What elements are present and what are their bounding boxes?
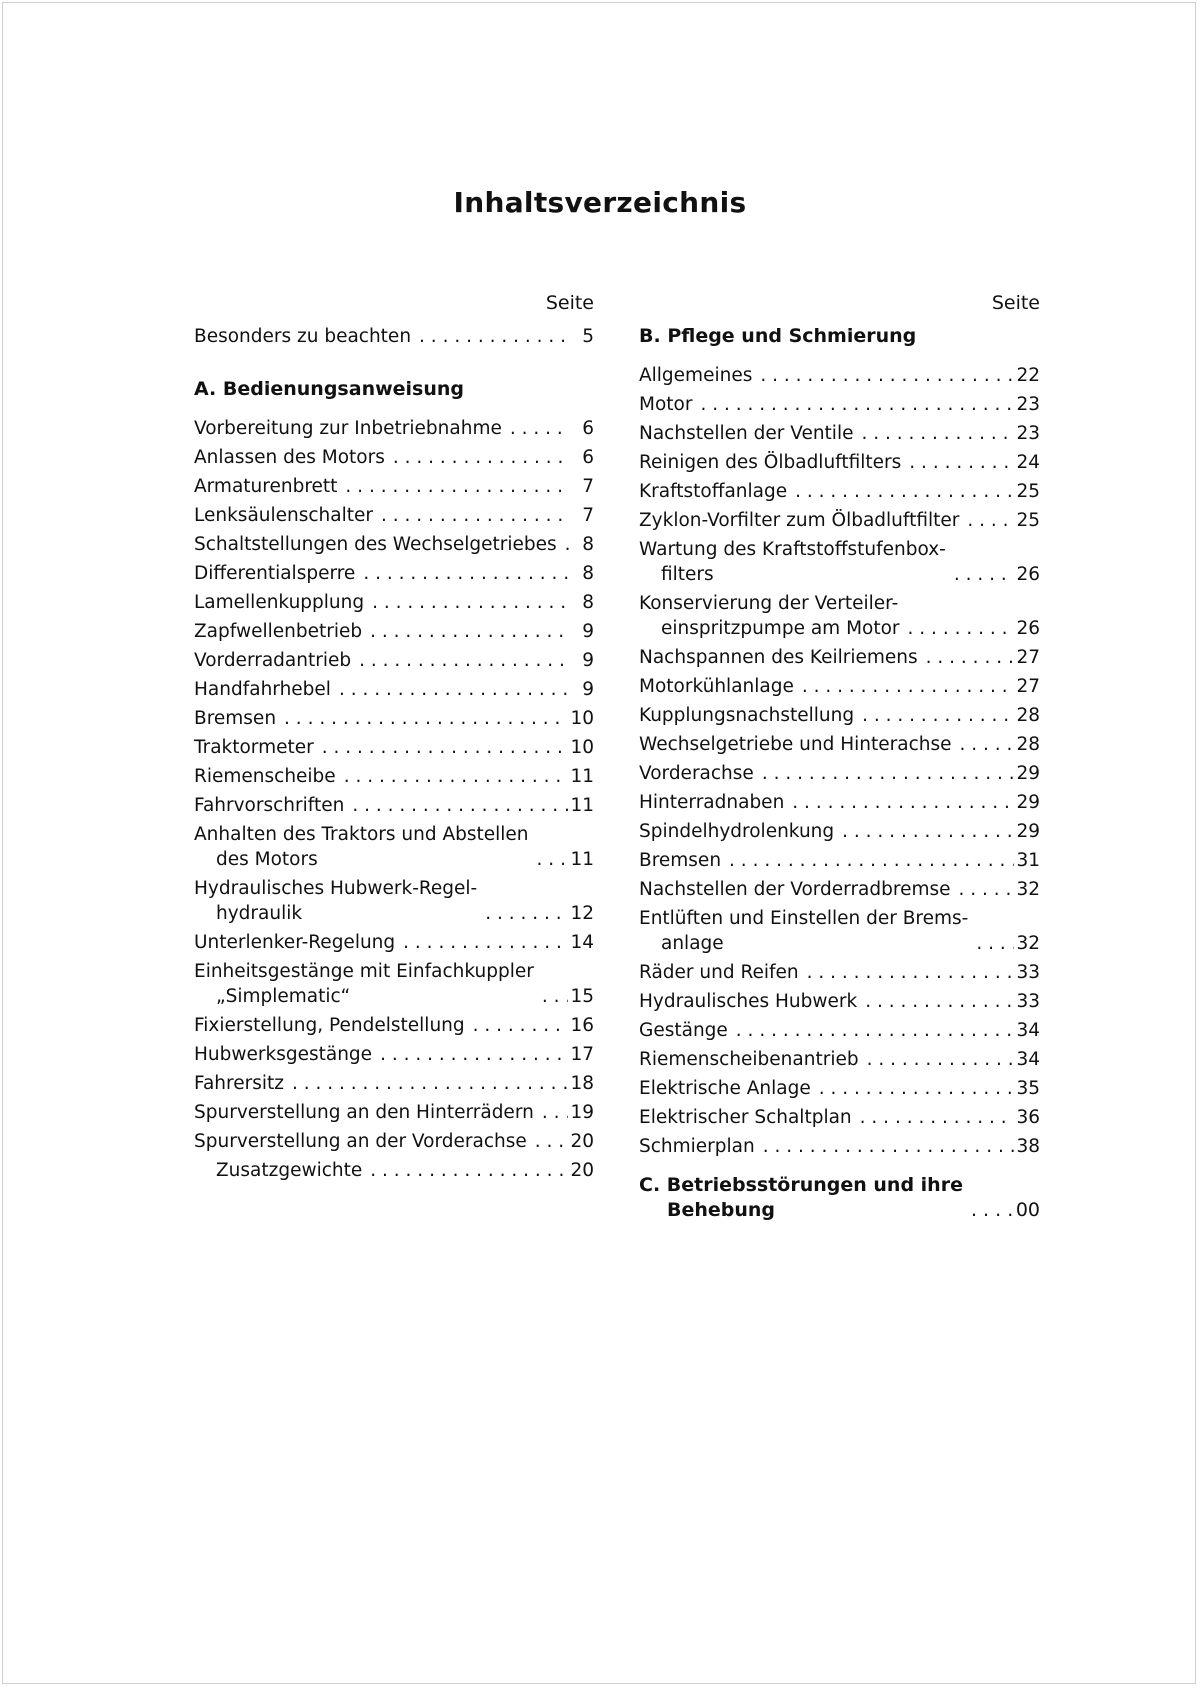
- toc-entry-page: 6: [582, 418, 594, 439]
- leader-dots: [960, 732, 1015, 757]
- toc-entry-label: Zapfwellenbetrieb: [194, 621, 363, 642]
- leader-dots: [284, 706, 568, 731]
- toc-entry-label: Anhalten des Traktors und Abstellen des Motors: [194, 824, 529, 870]
- leader-dots: [792, 790, 1014, 815]
- toc-entry: [194, 1158, 594, 1183]
- toc-entry-page: 27: [1016, 676, 1040, 697]
- toc-entry: [639, 877, 1040, 902]
- leader-dots: [909, 450, 1014, 475]
- toc-entry: [639, 906, 1040, 956]
- toc-entry-label: Nachstellen der Ventile: [639, 423, 854, 444]
- toc-entry: [639, 960, 1040, 985]
- toc-entry-page: 5: [582, 326, 594, 347]
- toc-entry-page: 29: [1016, 763, 1040, 784]
- toc-entry-label: Wechselgetriebe und Hinterachse: [639, 734, 952, 755]
- toc-entry-page: 29: [1016, 821, 1040, 842]
- toc-entry: [194, 503, 594, 528]
- toc-entry-page: 7: [582, 505, 594, 526]
- toc-entry-page: 17: [570, 1044, 594, 1065]
- toc-entry-label: Fahrersitz: [194, 1073, 284, 1094]
- toc-entry-label: Spurverstellung an der Vorderachse: [194, 1131, 527, 1152]
- toc-entry-label: Elektrische Anlage: [639, 1078, 811, 1099]
- leader-dots: [419, 324, 570, 349]
- toc-column-a: [194, 290, 594, 1187]
- toc-entry-label: Zyklon-Vorfilter zum Ölbadluftfilter: [639, 510, 960, 531]
- toc-entry: [194, 1071, 594, 1096]
- leader-dots: [372, 590, 570, 615]
- toc-entry-page: 28: [1016, 734, 1040, 755]
- toc-entry-label: Allgemeines: [639, 365, 753, 386]
- toc-entry: [194, 590, 594, 615]
- leader-dots: [370, 619, 570, 644]
- toc-entry-page: 31: [1016, 850, 1040, 871]
- leader-dots: [381, 503, 570, 528]
- toc-entry-page: 9: [582, 679, 594, 700]
- leader-dots: [954, 562, 1015, 587]
- toc-entry-page: 25: [1016, 510, 1040, 531]
- toc-entry-label: Nachstellen der Vorderradbremse: [639, 879, 951, 900]
- leader-dots: [339, 677, 570, 702]
- toc-entry-label: Schaltstellungen des Wechselgetriebes: [194, 534, 557, 555]
- toc-entry-page: 8: [582, 563, 594, 584]
- toc-entry-page: 33: [1016, 991, 1040, 1012]
- toc-entry-page: 36: [1016, 1107, 1040, 1128]
- leader-dots: [485, 901, 568, 926]
- toc-entry-label: Differentialsperre: [194, 563, 356, 584]
- leader-dots: [403, 930, 568, 955]
- toc-entry: [194, 822, 594, 872]
- toc-entry: [639, 645, 1040, 670]
- toc-entry-label: Fixierstellung, Pendelstellung: [194, 1015, 465, 1036]
- toc-entry-label: Bremsen: [194, 708, 277, 729]
- toc-entry-page: 11: [570, 766, 594, 787]
- toc-entry-page: 19: [570, 1102, 594, 1123]
- toc-entry: [194, 561, 594, 586]
- toc-entry-label: Hydraulisches Hubwerk: [639, 991, 858, 1012]
- toc-entry-label: Konservierung der Verteiler- einspritzpumpe am Motor: [639, 593, 900, 639]
- toc-entry-label: Armaturenbrett: [194, 476, 338, 497]
- leader-dots: [363, 561, 570, 586]
- toc-entry-page: 35: [1016, 1078, 1040, 1099]
- leader-dots: [959, 877, 1015, 902]
- toc-entry: [194, 532, 594, 557]
- toc-entry: [194, 876, 594, 926]
- toc-entry-label: Reinigen des Ölbadluftfilters: [639, 452, 902, 473]
- toc-entry-page: 32: [1016, 879, 1040, 900]
- toc-entry-page: 33: [1016, 962, 1040, 983]
- toc-column-b: [639, 290, 1040, 1227]
- leader-dots: [535, 1129, 569, 1154]
- toc-entry-page: 34: [1016, 1020, 1040, 1041]
- toc-entry: [639, 508, 1040, 533]
- toc-entry: [639, 363, 1040, 388]
- toc-entry: [194, 324, 594, 349]
- toc-entry-page: 10: [570, 708, 594, 729]
- toc-entry: [194, 706, 594, 731]
- page-title: Inhaltsverzeichnis: [453, 186, 747, 219]
- toc-entry-label: Entlüften und Einstellen der Brems- anlage: [639, 908, 969, 954]
- toc-entry-label: Vorderradantrieb: [194, 650, 352, 671]
- leader-dots: [971, 1198, 1014, 1223]
- toc-entry-page: 9: [582, 650, 594, 671]
- toc-entry: [639, 703, 1040, 728]
- toc-entry: [194, 793, 594, 818]
- toc-entry-page: 12: [570, 903, 594, 924]
- toc-entry-page: 14: [570, 932, 594, 953]
- leader-dots: [729, 848, 1014, 873]
- leader-dots: [393, 445, 570, 470]
- toc-entry: [194, 474, 594, 499]
- toc-entry: [639, 421, 1040, 446]
- toc-entry-page: 11: [570, 849, 594, 870]
- section-heading-a: A. Bedienungsanweisung: [194, 378, 465, 400]
- toc-entry-page: 25: [1016, 481, 1040, 502]
- toc-entry: [194, 416, 594, 441]
- toc-entry: [194, 1013, 594, 1038]
- toc-entry: [639, 761, 1040, 786]
- toc-entry-page: 29: [1016, 792, 1040, 813]
- toc-entry-label: Lamellenkupplung: [194, 592, 365, 613]
- toc-entry-label: Kraftstoffanlage: [639, 481, 788, 502]
- toc-entry: [194, 445, 594, 470]
- toc-entry: [194, 930, 594, 955]
- leader-dots: [736, 1018, 1015, 1043]
- leader-dots: [802, 674, 1015, 699]
- toc-entry-page: 15: [570, 986, 594, 1007]
- leader-dots: [542, 1100, 569, 1125]
- toc-entry-label: Lenksäulenschalter: [194, 505, 374, 526]
- toc-entry-label: Hubwerksgestänge: [194, 1044, 373, 1065]
- toc-entry-label: Handfahrhebel: [194, 679, 331, 700]
- toc-entry: [639, 989, 1040, 1014]
- toc-entry: [194, 1042, 594, 1067]
- leader-dots: [700, 392, 1014, 417]
- leader-dots: [926, 645, 1015, 670]
- toc-entry: [639, 848, 1040, 873]
- leader-dots: [380, 1042, 568, 1067]
- leader-dots: [760, 363, 1014, 388]
- toc-entry-label: Hinterradnaben: [639, 792, 785, 813]
- leader-dots: [807, 960, 1015, 985]
- toc-entry-label: Motorkühlanlage: [639, 676, 794, 697]
- leader-dots: [908, 616, 1015, 641]
- toc-entry-page: 32: [1016, 933, 1040, 954]
- leader-dots: [542, 984, 569, 1009]
- toc-entry-page: 26: [1016, 618, 1040, 639]
- toc-entry-page: 18: [570, 1073, 594, 1094]
- seite-label-b: Seite: [991, 292, 1040, 314]
- toc-entry-label: Hydraulisches Hubwerk-Regel- hydraulik: [194, 878, 478, 924]
- toc-entry-page: 28: [1016, 705, 1040, 726]
- toc-entry-page: 8: [582, 592, 594, 613]
- toc-entry-label: Anlassen des Motors: [194, 447, 385, 468]
- toc-list-b: [639, 363, 1040, 1159]
- toc-entry: [639, 1018, 1040, 1043]
- leader-dots: [795, 479, 1014, 504]
- toc-entry-page: 24: [1016, 452, 1040, 473]
- toc-entry: [639, 1076, 1040, 1101]
- toc-entry-label: Motor: [639, 394, 693, 415]
- seite-label-a: Seite: [545, 292, 594, 314]
- leader-dots: [344, 764, 569, 789]
- section-heading-c-line2: Behebung: [667, 1199, 776, 1221]
- toc-entry-label: Besonders zu beachten: [194, 326, 412, 347]
- toc-entry-page: 7: [582, 476, 594, 497]
- toc-entry-page: 34: [1016, 1049, 1040, 1070]
- toc-entry-page: 38: [1016, 1136, 1040, 1157]
- leader-dots: [762, 761, 1015, 786]
- toc-entry: [639, 732, 1040, 757]
- toc-entry-label: Elektrischer Schaltplan: [639, 1107, 852, 1128]
- toc-entry-label: Riemenscheibe: [194, 766, 336, 787]
- toc-list-a: [194, 416, 594, 1183]
- toc-entry-label: Zusatzgewichte: [216, 1160, 363, 1181]
- toc-entry-label: Unterlenker-Regelung: [194, 932, 396, 953]
- toc-entry: [194, 735, 594, 760]
- leader-dots: [510, 416, 570, 441]
- toc-entry-label: Schmierplan: [639, 1136, 755, 1157]
- toc-entry-label: Gestänge: [639, 1020, 728, 1041]
- toc-entry-label: Spurverstellung an den Hinterrädern: [194, 1102, 534, 1123]
- toc-entry-label: Einheitsgestänge mit Einfachkuppler „Simplematic“: [194, 961, 534, 1007]
- leader-dots: [322, 735, 569, 760]
- toc-entry-page: 20: [570, 1160, 594, 1181]
- section-heading-b: B. Pflege und Schmierung: [639, 325, 917, 347]
- toc-entry: [639, 591, 1040, 641]
- toc-entry: [194, 959, 594, 1009]
- toc-entry: [639, 674, 1040, 699]
- toc-entry-label: Vorbereitung zur Inbetriebnahme: [194, 418, 502, 439]
- leader-dots: [345, 474, 570, 499]
- section-heading-c-line1: C. Betriebsstörungen und ihre: [639, 1174, 963, 1196]
- toc-entry: [639, 790, 1040, 815]
- leader-dots: [867, 1047, 1015, 1072]
- toc-entry-page: 9: [582, 621, 594, 642]
- toc-entry-label: Vorderachse: [639, 763, 754, 784]
- leader-dots: [976, 931, 1014, 956]
- toc-entry: [639, 1134, 1040, 1159]
- toc-entry-label: Räder und Reifen: [639, 962, 799, 983]
- toc-entry: [194, 648, 594, 673]
- toc-entry: [194, 619, 594, 644]
- toc-entry-page: 16: [570, 1015, 594, 1036]
- toc-entry: [194, 677, 594, 702]
- toc-entry-label: Wartung des Kraftstoffstufenbox- filters: [639, 539, 946, 585]
- toc-entry-page: 20: [570, 1131, 594, 1152]
- leader-dots: [292, 1071, 569, 1096]
- leader-dots: [359, 648, 570, 673]
- toc-entry-label: Kupplungsnachstellung: [639, 705, 855, 726]
- leader-dots: [537, 847, 569, 872]
- toc-entry: [639, 1047, 1040, 1072]
- leader-dots: [473, 1013, 569, 1038]
- toc-entry-label: Bremsen: [639, 850, 722, 871]
- toc-entry-page: 26: [1016, 564, 1040, 585]
- toc-entry: [639, 450, 1040, 475]
- toc-entry: [639, 819, 1040, 844]
- toc-entry: [194, 1129, 594, 1154]
- toc-entry: [639, 479, 1040, 504]
- toc-entry: [639, 392, 1040, 417]
- leader-dots: [860, 1105, 1015, 1130]
- toc-entry-label: Spindelhydrolenkung: [639, 821, 835, 842]
- leader-dots: [842, 819, 1014, 844]
- toc-entry-page: 8: [582, 534, 594, 555]
- leader-dots: [861, 421, 1014, 446]
- leader-dots: [763, 1134, 1015, 1159]
- toc-entry: [194, 1100, 594, 1125]
- toc-entry-page: 6: [582, 447, 594, 468]
- section-heading-c: [639, 1173, 1040, 1223]
- toc-entry-page: 23: [1016, 423, 1040, 444]
- toc-entry-label: Traktormeter: [194, 737, 314, 758]
- leader-dots: [865, 989, 1014, 1014]
- leader-dots: [967, 508, 1014, 533]
- leader-dots: [370, 1158, 568, 1183]
- toc-entry: [639, 1105, 1040, 1130]
- toc-entry-page: 00: [1015, 1199, 1040, 1221]
- toc-entry-page: 27: [1016, 647, 1040, 668]
- toc-entry-page: 22: [1016, 365, 1040, 386]
- toc-entry: [639, 537, 1040, 587]
- leader-dots: [352, 793, 568, 818]
- toc-entry-page: 23: [1016, 394, 1040, 415]
- toc-entry-label: Nachspannen des Keilriemens: [639, 647, 918, 668]
- toc-entry-label: Fahrvorschriften: [194, 795, 345, 816]
- leader-dots: [862, 703, 1014, 728]
- toc-entry: [194, 764, 594, 789]
- toc-entry-page: 11: [570, 795, 594, 816]
- toc-entry-page: 10: [570, 737, 594, 758]
- toc-entry-label: Riemenscheibenantrieb: [639, 1049, 859, 1070]
- leader-dots: [819, 1076, 1015, 1101]
